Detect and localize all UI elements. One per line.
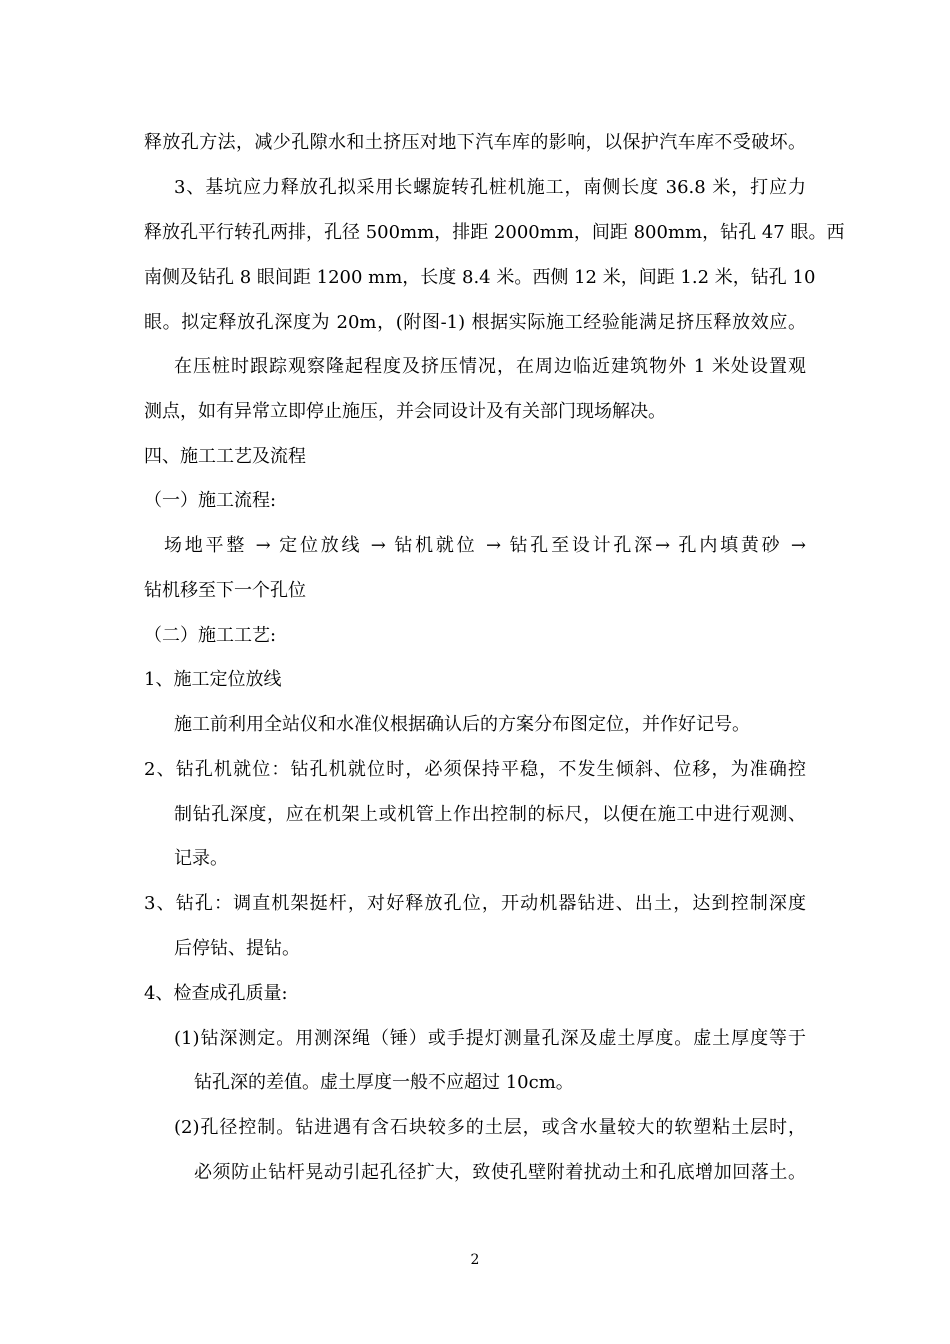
process-flow-line: 场地平整 → 定位放线 → 钻机就位 → 钻孔至设计孔深→ 孔内填黄砂 →	[164, 535, 806, 556]
process-flow-line: 钻机移至下一个孔位	[144, 580, 306, 601]
text-line: 在压桩时跟踪观察隆起程度及挤压情况，在周边临近建筑物外 1 米处设置观	[174, 356, 806, 377]
text-line: 释放孔平行转孔两排，孔径 500mm，排距 2000mm，间距 800mm，钻孔 47 眼。西	[144, 222, 845, 243]
section-heading: 四、施工工艺及流程	[144, 446, 306, 467]
text-line: (1)钻深测定。用测深绳（锤）或手提灯测量孔深及虚土厚度。虚土厚度等于	[174, 1028, 806, 1049]
text-line: 南侧及钻孔 8 眼间距 1200 mm，长度 8.4 米。西侧 12 米，间距 1.2 米，钻孔 10	[144, 267, 816, 288]
text-line: 3、钻孔：调直机架挺杆，对好释放孔位，开动机器钻进、出土，达到控制深度	[144, 893, 806, 914]
subsection-heading: （二）施工工艺:	[144, 625, 277, 646]
item-heading: 4、检查成孔质量:	[144, 983, 288, 1004]
text-line: 施工前利用全站仪和水准仪根据确认后的方案分布图定位，并作好记号。	[174, 714, 750, 735]
text-line: (2)孔径控制。钻进遇有含石块较多的土层，或含水量较大的软塑粘土层时，	[174, 1117, 806, 1138]
text-line: 眼。拟定释放孔深度为 20m，(附图-1) 根据实际施工经验能满足挤压释放效应。	[144, 312, 806, 333]
page-number: 2	[470, 1252, 480, 1268]
text-line: 测点，如有异常立即停止施压，并会同设计及有关部门现场解决。	[144, 401, 666, 422]
text-line: 钻孔深的差值。虚土厚度一般不应超过 10cm。	[194, 1072, 574, 1093]
subsection-heading: （一）施工流程:	[144, 490, 277, 511]
text-line: 释放孔方法，减少孔隙水和土挤压对地下汽车库的影响，以保护汽车库不受破坏。	[144, 132, 806, 153]
text-line: 必须防止钻杆晃动引起孔径扩大，致使孔壁附着扰动土和孔底增加回落土。	[194, 1162, 806, 1183]
item-heading: 1、施工定位放线	[144, 669, 282, 690]
text-line: 记录。	[174, 848, 228, 869]
text-line: 后停钻、提钻。	[174, 938, 300, 959]
text-line: 制钻孔深度，应在机架上或机管上作出控制的标尺，以便在施工中进行观测、	[174, 804, 806, 825]
text-line: 2、钻孔机就位：钻孔机就位时，必须保持平稳，不发生倾斜、位移，为准确控	[144, 759, 806, 780]
text-line: 3、基坑应力释放孔拟采用长螺旋转孔桩机施工，南侧长度 36.8 米，打应力	[174, 177, 806, 198]
